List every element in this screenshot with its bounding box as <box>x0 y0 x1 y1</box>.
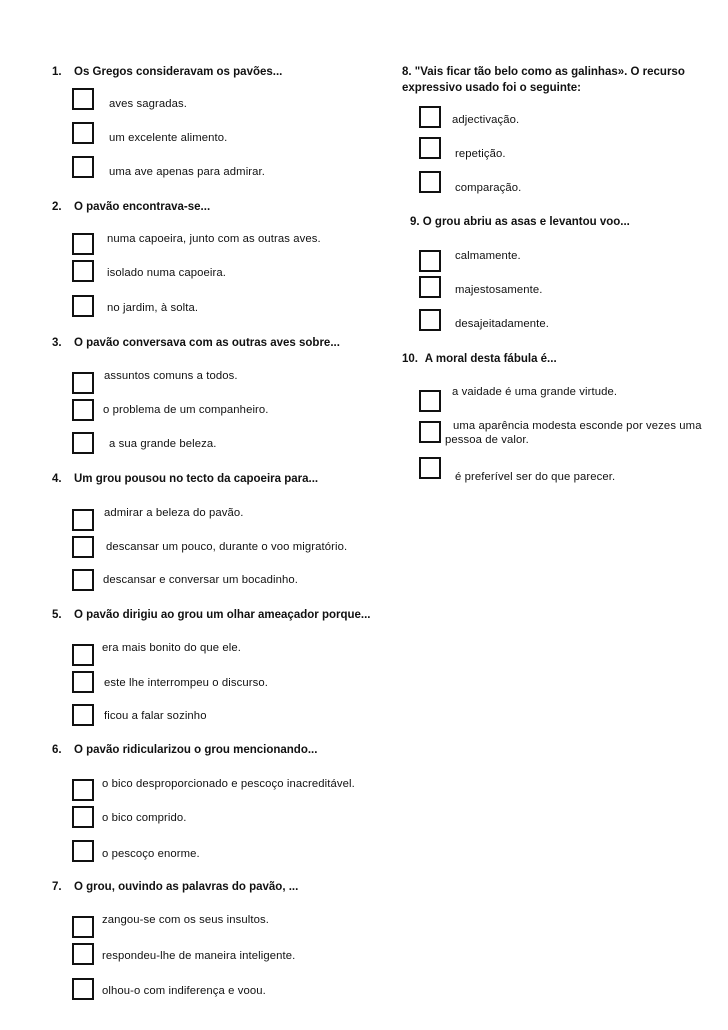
question-number: 6. <box>52 744 62 756</box>
answer-checkbox[interactable] <box>72 122 94 144</box>
question-text: Um grou pousou no tecto da capoeira para... <box>74 473 319 485</box>
option-text: repetição. <box>455 148 506 160</box>
question-1 <box>52 64 282 80</box>
option-text: adjectivação. <box>452 114 520 126</box>
option-text: desajeitadamente. <box>455 318 550 330</box>
answer-checkbox[interactable] <box>419 250 441 272</box>
question-5 <box>52 607 371 623</box>
option-text: zangou-se com os seus insultos. <box>102 914 269 926</box>
question-7 <box>52 879 298 895</box>
question-3 <box>52 335 340 351</box>
answer-checkbox[interactable] <box>419 106 441 128</box>
answer-checkbox[interactable] <box>72 399 94 421</box>
answer-checkbox[interactable] <box>72 432 94 454</box>
question-number: 3. <box>52 337 62 349</box>
option-text: aves sagradas. <box>109 98 188 110</box>
question-10 <box>402 351 557 367</box>
option-text: isolado numa capoeira. <box>107 267 227 279</box>
answer-checkbox[interactable] <box>72 509 94 531</box>
question-text: O grou abriu as asas e levantou voo... <box>422 216 630 228</box>
option-text: no jardim, à solta. <box>107 302 199 314</box>
answer-checkbox[interactable] <box>419 137 441 159</box>
question-number: 4. <box>52 473 62 485</box>
answer-checkbox[interactable] <box>72 704 94 726</box>
answer-checkbox[interactable] <box>72 88 94 110</box>
question-text: O grou, ouvindo as palavras do pavão, ... <box>74 881 299 893</box>
option-text: respondeu-lhe de maneira inteligente. <box>102 950 296 962</box>
question-4 <box>52 471 318 487</box>
answer-checkbox[interactable] <box>72 840 94 862</box>
option-text: descansar e conversar um bocadinho. <box>103 574 299 586</box>
answer-checkbox[interactable] <box>419 276 441 298</box>
option-text: um excelente alimento. <box>109 132 228 144</box>
answer-checkbox[interactable] <box>72 806 94 828</box>
question-6 <box>52 742 317 758</box>
question-number: 5. <box>52 609 62 621</box>
question-text: O pavão encontrava-se... <box>74 201 211 213</box>
option-text: o bico comprido. <box>102 812 187 824</box>
question-2 <box>52 199 210 215</box>
option-text: o problema de um companheiro. <box>103 404 269 416</box>
option-text: ficou a falar sozinho <box>104 710 207 722</box>
question-text: A moral desta fábula é... <box>424 353 557 365</box>
question-text: "Vais ficar tão belo como as galinhas». O recurso expressivo usado foi o seguinte: <box>402 66 685 94</box>
answer-checkbox[interactable] <box>72 978 94 1000</box>
question-9 <box>410 214 630 230</box>
question-text: O pavão ridicularizou o grou mencionando... <box>74 744 318 756</box>
option-text: era mais bonito do que ele. <box>102 642 241 654</box>
question-number: 9. <box>410 216 420 228</box>
answer-checkbox[interactable] <box>419 390 441 412</box>
answer-checkbox[interactable] <box>419 421 441 443</box>
answer-checkbox[interactable] <box>72 916 94 938</box>
answer-checkbox[interactable] <box>72 779 94 801</box>
option-text: calmamente. <box>455 250 521 262</box>
answer-checkbox[interactable] <box>72 671 94 693</box>
question-8 <box>402 64 702 96</box>
question-number: 8. <box>402 66 412 78</box>
option-text: uma ave apenas para admirar. <box>109 166 266 178</box>
answer-checkbox[interactable] <box>72 943 94 965</box>
question-text: Os Gregos consideravam os pavões... <box>74 66 283 78</box>
question-number: 10. <box>402 353 418 365</box>
option-text: o pescoço enorme. <box>102 848 200 860</box>
option-text: comparação. <box>455 182 522 194</box>
answer-checkbox[interactable] <box>72 156 94 178</box>
option-text: é preferível ser do que parecer. <box>455 471 616 483</box>
option-text: descansar um pouco, durante o voo migratório. <box>106 541 348 553</box>
option-text: a sua grande beleza. <box>109 438 217 450</box>
answer-checkbox[interactable] <box>419 171 441 193</box>
answer-checkbox[interactable] <box>72 295 94 317</box>
answer-checkbox[interactable] <box>72 233 94 255</box>
answer-checkbox[interactable] <box>419 457 441 479</box>
question-number: 1. <box>52 66 62 78</box>
option-text: este lhe interrompeu o discurso. <box>104 677 268 689</box>
question-text: O pavão conversava com as outras aves sobre... <box>74 337 340 349</box>
question-number: 2. <box>52 201 62 213</box>
option-text: assuntos comuns a todos. <box>104 370 238 382</box>
question-number: 7. <box>52 881 62 893</box>
option-text: numa capoeira, junto com as outras aves. <box>107 233 321 245</box>
answer-checkbox[interactable] <box>72 644 94 666</box>
option-text: olhou-o com indiferença e voou. <box>102 985 266 997</box>
option-text: a vaidade é uma grande virtude. <box>452 386 618 398</box>
answer-checkbox[interactable] <box>72 569 94 591</box>
option-text: majestosamente. <box>455 284 543 296</box>
option-text: admirar a beleza do pavão. <box>104 507 244 519</box>
answer-checkbox[interactable] <box>419 309 441 331</box>
option-text: o bico desproporcionado e pescoço inacreditável. <box>102 778 355 790</box>
option-text: uma aparência modesta esconde por vezes uma pessoa de valor. <box>445 420 702 446</box>
answer-checkbox[interactable] <box>72 372 94 394</box>
answer-checkbox[interactable] <box>72 260 94 282</box>
question-text: O pavão dirigiu ao grou um olhar ameaçador porque... <box>74 609 371 621</box>
answer-checkbox[interactable] <box>72 536 94 558</box>
